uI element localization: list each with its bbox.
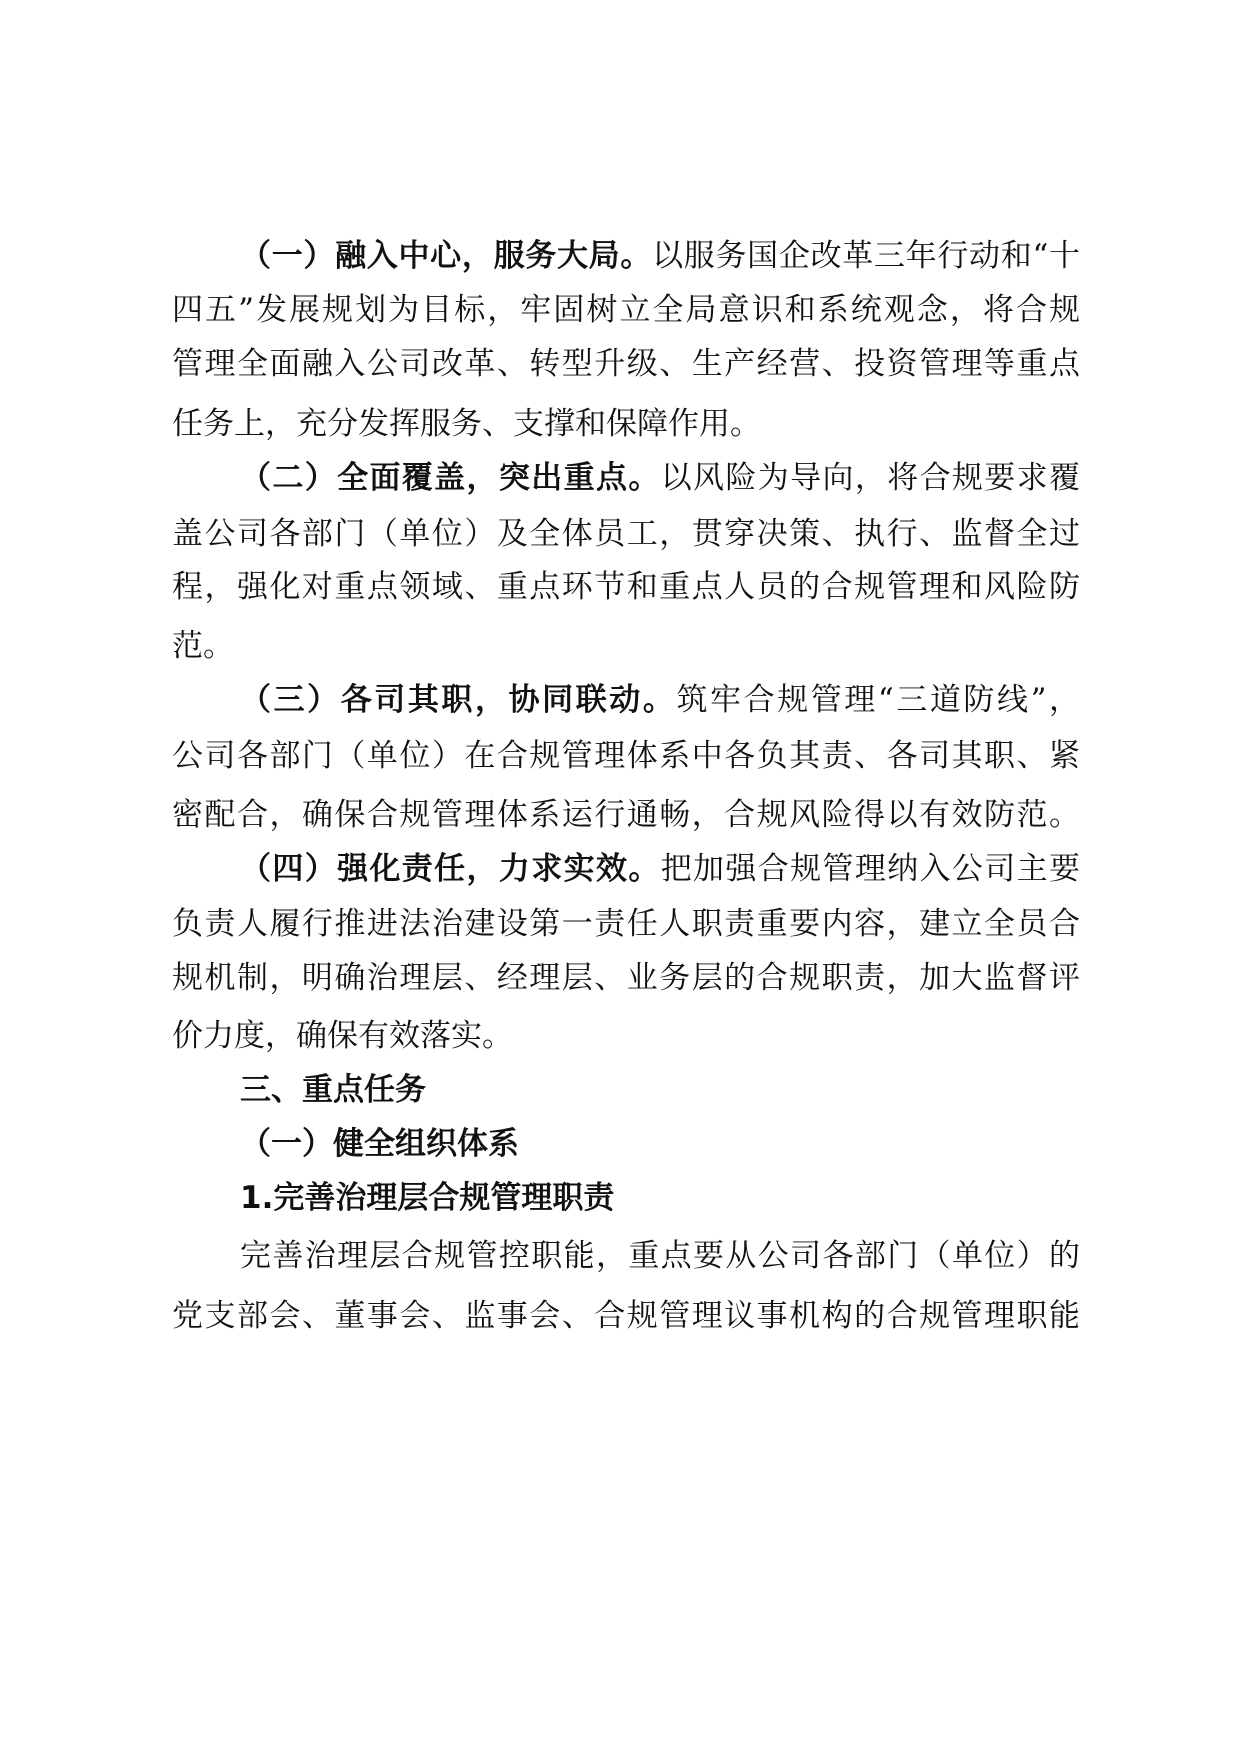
final-paragraph-line-2: 党支部会、董事会、监事会、合规管理议事机构的合规管理职能	[172, 1298, 1080, 1334]
paragraph-4-line-3: 规机制，明确治理层、经理层、业务层的合规职责，加大监督评	[172, 960, 1080, 996]
paragraph-1-line-4: 任务上，充分发挥服务、支撑和保障作用。	[172, 406, 761, 442]
paragraph-2-text: 以风险为导向，将合规要求覆	[660, 460, 1081, 496]
paragraph-3-line-1	[240, 680, 1080, 720]
paragraph-4-text: 把加强合规管理纳入公司主要	[660, 851, 1081, 887]
paragraph-1-line-1	[240, 236, 1080, 276]
paragraph-3-line-2: 公司各部门（单位）在合规管理体系中各负其责、各司其职、紧	[172, 738, 1080, 774]
paragraph-4-label: （四）强化责任，力求实效。	[240, 851, 661, 887]
paragraph-3-text: 筑牢合规管理“三道防线”，	[676, 682, 1080, 718]
paragraph-2-label: （二）全面覆盖，突出重点。	[240, 460, 661, 496]
paragraph-4-line-1	[240, 849, 1080, 889]
paragraph-1-label: （一）融入中心，服务大局。	[240, 238, 653, 274]
subsection-heading: （一）健全组织体系	[240, 1126, 519, 1162]
paragraph-2-line-1	[240, 458, 1080, 498]
section-heading: 三、重点任务	[240, 1072, 426, 1108]
item-heading: 1.完善治理层合规管理职责	[240, 1180, 615, 1216]
paragraph-2-line-3: 程，强化对重点领域、重点环节和重点人员的合规管理和风险防	[172, 569, 1080, 605]
paragraph-3-line-3: 密配合，确保合规管理体系运行通畅，合规风险得以有效防范。	[172, 797, 1080, 833]
paragraph-1-line-3: 管理全面融入公司改革、转型升级、生产经营、投资管理等重点	[172, 346, 1080, 382]
paragraph-4-line-2: 负责人履行推进法治建设第一责任人职责重要内容，建立全员合	[172, 906, 1080, 942]
paragraph-1-text: 以服务国企改革三年行动和“十	[652, 238, 1080, 274]
paragraph-3-label: （三）各司其职，协同联动。	[240, 682, 677, 718]
paragraph-2-line-2: 盖公司各部门（单位）及全体员工，贯穿决策、执行、监督全过	[172, 516, 1080, 552]
final-paragraph-line-1: 完善治理层合规管控职能，重点要从公司各部门（单位）的	[240, 1238, 1080, 1274]
paragraph-4-line-4: 价力度，确保有效落实。	[172, 1018, 513, 1054]
paragraph-2-line-4: 范。	[172, 628, 234, 664]
paragraph-1-line-2: 四五”发展规划为目标，牢固树立全局意识和系统观念，将合规	[172, 292, 1080, 328]
